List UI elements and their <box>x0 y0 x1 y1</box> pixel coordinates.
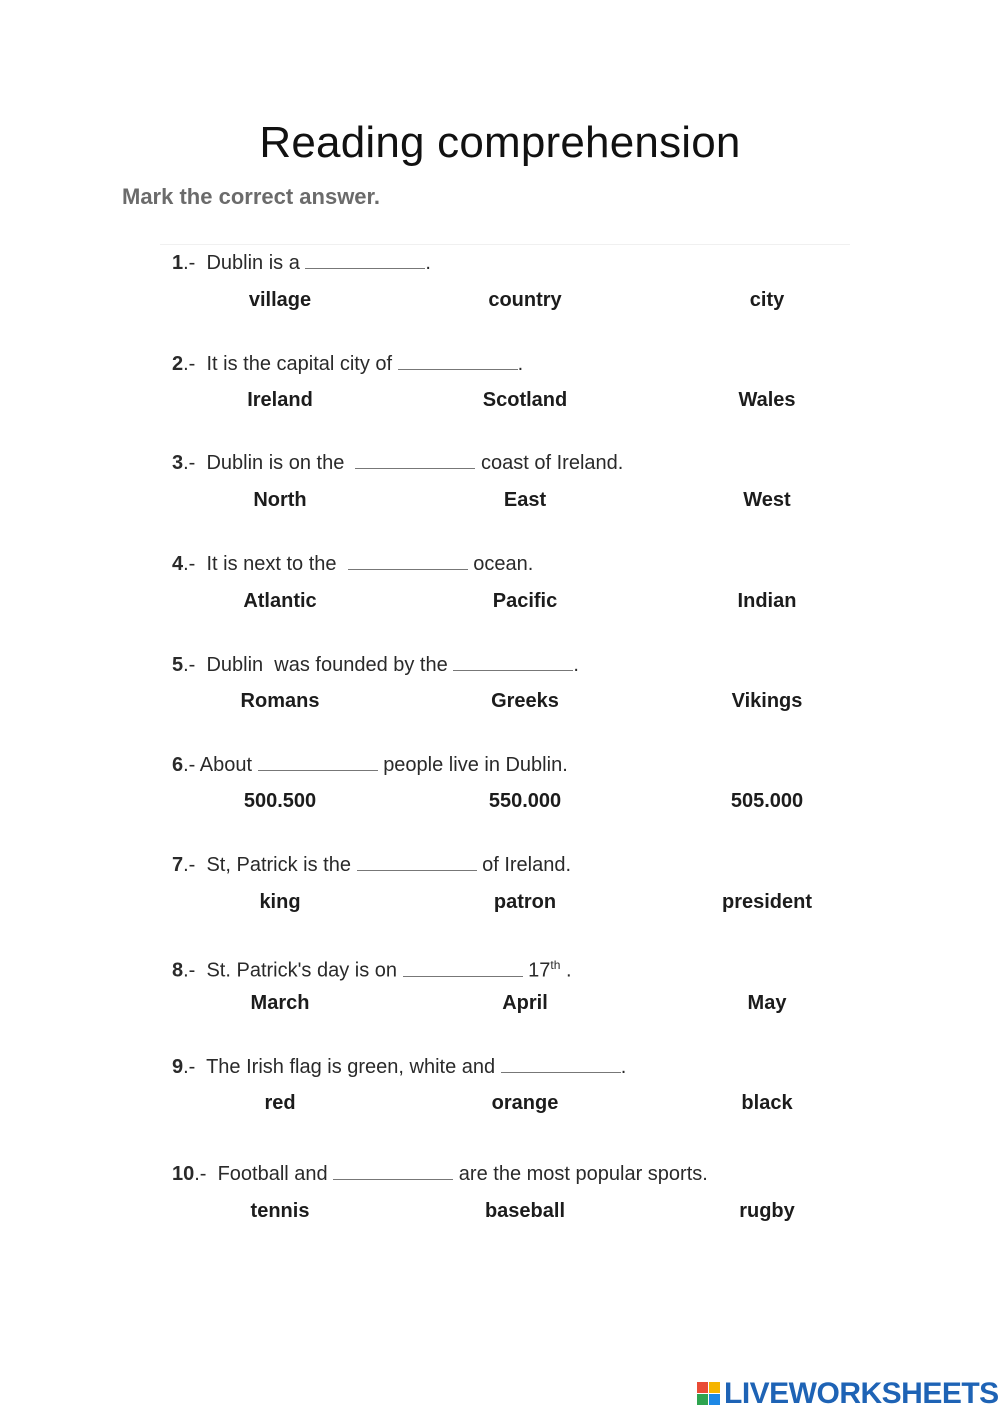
option-1b[interactable]: country <box>488 289 562 311</box>
question-number: 6 <box>172 754 184 776</box>
option-9b[interactable]: orange <box>491 1092 559 1114</box>
question-5: 5.- Dublin was founded by the . <box>172 654 579 676</box>
option-6c[interactable]: 505.000 <box>730 790 804 812</box>
question-text: About <box>199 754 253 776</box>
question-1: 1.- Dublin is a . <box>172 252 431 274</box>
liveworksheets-logo-icon <box>697 1382 721 1406</box>
question-3: 3.- Dublin is on the coast of Ireland. <box>172 452 624 474</box>
answer-blank[interactable] <box>501 1054 621 1073</box>
answer-blank[interactable] <box>348 551 468 570</box>
question-text-end: . <box>565 959 572 982</box>
option-6a[interactable]: 500.500 <box>243 790 317 812</box>
question-10: 10.- Football and are the most popular sports. <box>172 1163 708 1185</box>
option-2c[interactable]: Wales <box>738 389 796 411</box>
answer-blank[interactable] <box>403 958 523 977</box>
question-text-end: . <box>425 252 431 274</box>
question-number: 7 <box>172 854 184 876</box>
question-text-end: coast of Ireland. <box>481 452 624 474</box>
option-3b[interactable]: East <box>503 489 547 511</box>
answer-blank[interactable] <box>333 1161 453 1180</box>
question-6: 6.- About people live in Dublin. <box>172 754 568 776</box>
question-number: 2 <box>172 353 184 375</box>
question-text: Dublin is a <box>206 252 300 274</box>
question-text: It is next to the <box>206 553 337 575</box>
option-8c[interactable]: May <box>747 992 787 1014</box>
question-number: 9 <box>172 1056 184 1078</box>
question-number: 10 <box>172 1163 195 1185</box>
question-text-end: . <box>517 353 524 375</box>
instruction-text: Mark the correct answer. <box>122 184 381 209</box>
answer-blank[interactable] <box>305 250 425 269</box>
option-7a[interactable]: king <box>259 891 301 913</box>
option-1a[interactable]: village <box>248 289 312 311</box>
question-text-end: . <box>620 1056 627 1078</box>
question-text-end: . <box>573 654 579 676</box>
question-7: 7.- St, Patrick is the of Ireland. <box>172 854 572 876</box>
option-3c[interactable]: West <box>743 489 791 511</box>
question-text-end: people live in Dublin. <box>383 754 568 776</box>
option-7b[interactable]: patron <box>493 891 557 913</box>
question-text: Dublin is on the <box>206 452 345 474</box>
question-4: 4.- It is next to the ocean. <box>172 553 534 575</box>
option-4b[interactable]: Pacific <box>492 590 558 612</box>
option-9c[interactable]: black <box>741 1092 793 1114</box>
option-9a[interactable]: red <box>264 1092 296 1114</box>
ordinal-suffix: th <box>550 958 561 972</box>
option-6b[interactable]: 550.000 <box>488 790 562 812</box>
question-9: 9.- The Irish flag is green, white and . <box>172 1056 627 1078</box>
answer-blank[interactable] <box>453 652 573 671</box>
question-text: St. Patrick's day is on <box>206 959 398 982</box>
liveworksheets-logo[interactable] <box>697 1376 999 1412</box>
question-number: 3 <box>172 452 184 474</box>
option-1c[interactable]: city <box>749 289 785 311</box>
answer-blank[interactable] <box>355 450 475 469</box>
question-2: 2.- It is the capital city of . <box>172 353 524 375</box>
option-7c[interactable]: president <box>721 891 813 913</box>
option-5c[interactable]: Vikings <box>731 690 803 712</box>
option-5b[interactable]: Greeks <box>491 690 559 712</box>
logo-text: LIVEWORKSHEETS <box>724 1377 999 1410</box>
questions-area <box>160 236 850 1236</box>
answer-blank[interactable] <box>258 752 378 771</box>
question-number: 1 <box>172 252 184 274</box>
option-2a[interactable]: Ireland <box>247 389 313 411</box>
option-5a[interactable]: Romans <box>240 690 320 712</box>
question-text-end: are the most popular sports. <box>458 1163 708 1185</box>
answer-blank[interactable] <box>357 852 477 871</box>
question-text: The Irish flag is green, white and <box>206 1056 496 1078</box>
question-text-end: of Ireland. <box>482 854 572 876</box>
option-10b[interactable]: baseball <box>484 1200 566 1222</box>
option-4c[interactable]: Indian <box>737 590 797 612</box>
question-text-day: 17 <box>528 959 551 982</box>
question-8: 8.- St. Patrick's day is on 17th . <box>172 958 572 982</box>
question-text: Dublin was founded by the <box>206 654 448 676</box>
question-text: It is the capital city of <box>206 353 393 375</box>
option-2b[interactable]: Scotland <box>482 389 568 411</box>
option-10a[interactable]: tennis <box>250 1200 310 1222</box>
page-title: Reading comprehension <box>259 118 741 167</box>
question-text: St, Patrick is the <box>206 854 351 876</box>
question-number: 5 <box>172 654 184 676</box>
answer-blank[interactable] <box>398 351 518 370</box>
question-text-end: ocean. <box>473 553 534 575</box>
option-8a[interactable]: March <box>250 992 310 1014</box>
option-10c[interactable]: rugby <box>739 1200 795 1222</box>
question-number: 4 <box>172 553 184 575</box>
question-number: 8 <box>172 959 184 982</box>
option-4a[interactable]: Atlantic <box>243 590 317 612</box>
option-3a[interactable]: North <box>253 489 307 511</box>
question-text: Football and <box>217 1163 328 1185</box>
option-8b[interactable]: April <box>502 992 548 1014</box>
